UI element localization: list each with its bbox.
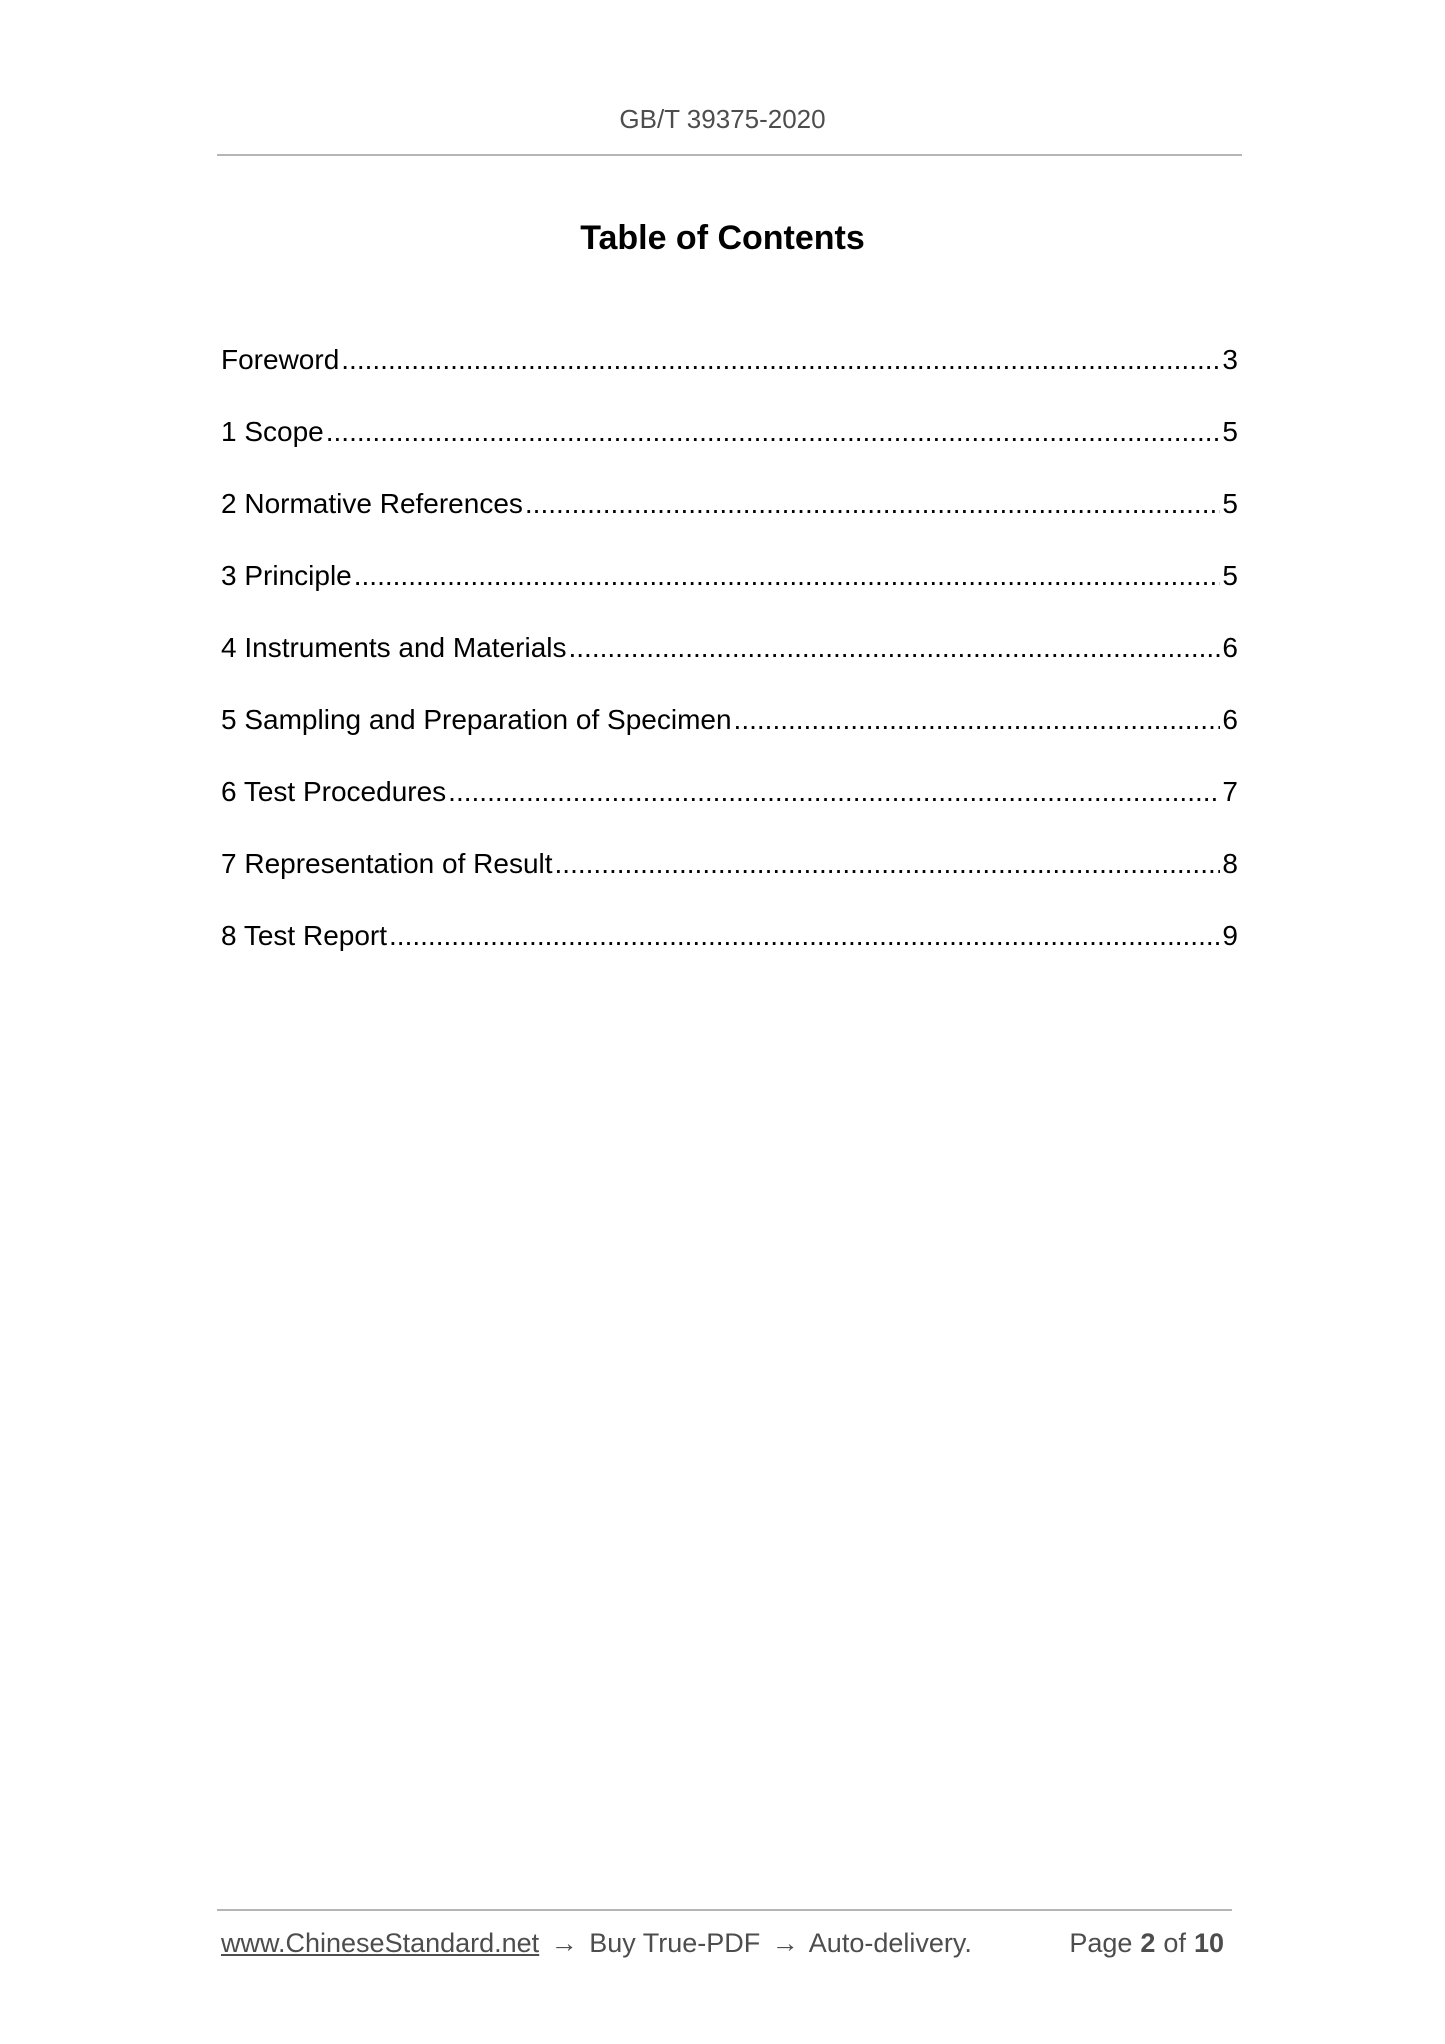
table-of-contents <box>221 340 1238 988</box>
toc-entry-foreword[interactable] <box>221 340 1238 412</box>
page-number <box>1069 1928 1232 1959</box>
toc-entry-page: 8 <box>1222 848 1238 879</box>
toc-entry-page: 5 <box>1222 560 1238 591</box>
toc-entry-page: 3 <box>1222 344 1238 375</box>
toc-dot-leader <box>354 556 1221 596</box>
toc-dot-leader <box>555 844 1221 884</box>
toc-entry-page: 5 <box>1222 416 1238 447</box>
toc-dot-leader <box>341 340 1220 380</box>
toc-entry-label: 1 Scope <box>221 416 324 447</box>
header-divider <box>217 154 1242 156</box>
total-page-count: 10 <box>1193 1928 1224 1958</box>
page-word: Page <box>1069 1928 1133 1958</box>
toc-dot-leader <box>734 700 1221 740</box>
website-link[interactable]: www.ChineseStandard.net <box>221 1928 540 1958</box>
toc-entry-scope[interactable] <box>221 412 1238 484</box>
toc-entry-test-procedures[interactable] <box>221 772 1238 844</box>
toc-dot-leader <box>569 628 1221 668</box>
toc-entry-principle[interactable] <box>221 556 1238 628</box>
toc-entry-label: 4 Instruments and Materials <box>221 632 567 663</box>
toc-entry-page: 9 <box>1222 920 1238 951</box>
toc-entry-label: 5 Sampling and Preparation of Specimen <box>221 704 732 735</box>
toc-dot-leader <box>389 916 1220 956</box>
toc-entry-label: Foreword <box>221 344 340 375</box>
toc-entry-normative-references[interactable] <box>221 484 1238 556</box>
footer-divider <box>217 1909 1232 1911</box>
footer-promo <box>221 1928 972 1959</box>
arrow-right-icon: → <box>771 1928 799 1958</box>
page-footer <box>221 1928 1232 1968</box>
toc-entry-instruments-and-materials[interactable] <box>221 628 1238 700</box>
of-word: of <box>1163 1928 1186 1958</box>
page-title: Table of Contents <box>580 219 865 257</box>
toc-entry-page: 7 <box>1222 776 1238 807</box>
toc-dot-leader <box>448 772 1220 812</box>
toc-entry-page: 6 <box>1222 704 1238 735</box>
toc-entry-label: 2 Normative References <box>221 488 523 519</box>
toc-entry-test-report[interactable] <box>221 916 1238 988</box>
toc-entry-label: 6 Test Procedures <box>221 776 447 807</box>
toc-dot-leader <box>326 412 1221 452</box>
toc-entry-page: 6 <box>1222 632 1238 663</box>
buy-true-pdf-text: Buy True-PDF <box>589 1928 761 1958</box>
current-page-number: 2 <box>1140 1928 1156 1958</box>
toc-dot-leader <box>525 484 1221 524</box>
arrow-right-icon: → <box>550 1928 578 1958</box>
toc-entry-representation-of-result[interactable] <box>221 844 1238 916</box>
header-standard-code: GB/T 39375-2020 <box>619 104 826 134</box>
toc-entry-label: 8 Test Report <box>221 920 388 951</box>
toc-entry-label: 3 Principle <box>221 560 352 591</box>
toc-entry-sampling-and-preparation[interactable] <box>221 700 1238 772</box>
toc-entry-label: 7 Representation of Result <box>221 848 553 879</box>
auto-delivery-text: Auto-delivery. <box>808 1928 972 1958</box>
toc-entry-page: 5 <box>1222 488 1238 519</box>
